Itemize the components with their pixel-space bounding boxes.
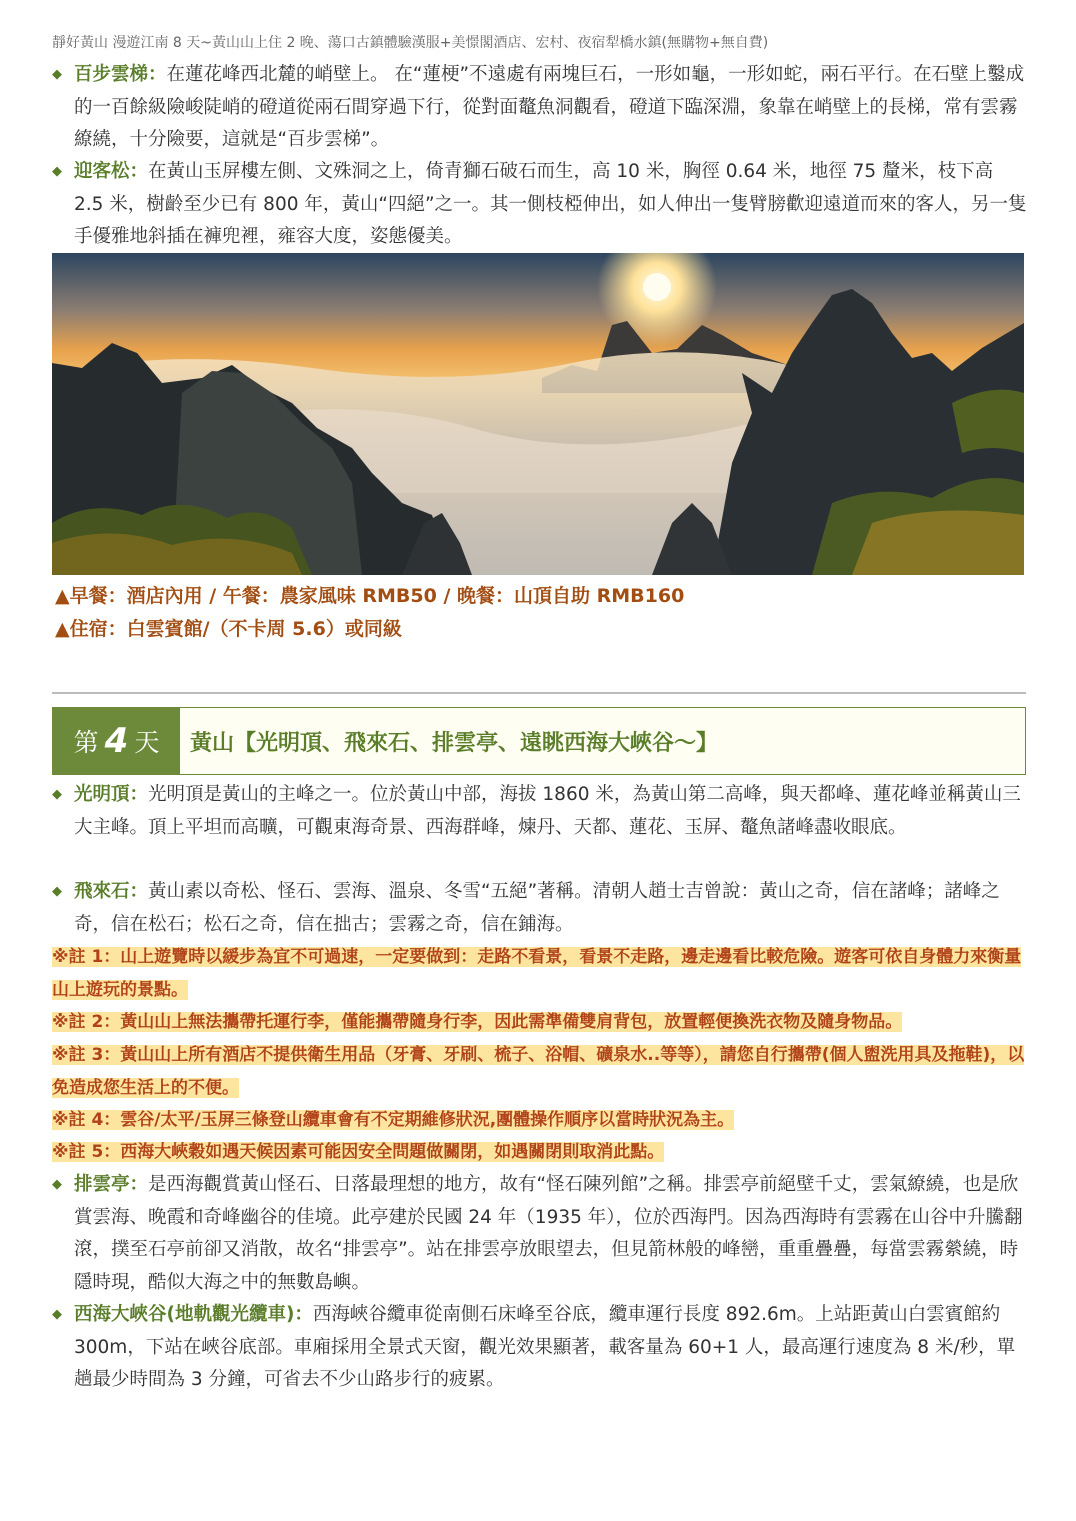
attraction-name: 西海大峽谷(地軌觀光纜車)： (74, 1304, 313, 1325)
attraction-yingke-song (52, 156, 1027, 254)
attraction-description: 光明頂是黃山的主峰之一。位於黃山中部，海拔 1860 米，為黃山第二高峰，與天都峰、蓮花峰並稱黃山三大主峰。頂上平坦而高曠，可觀東海奇景、西海群峰，煉丹、天都、蓮花、玉屏、鼇魚諸峰盡收眼底。 (74, 784, 1021, 838)
attraction-name: 迎客松： (74, 161, 149, 182)
attraction-baibu-yunti (52, 59, 1027, 157)
hotel-info: ▲住宿：白雲賓館/（不卡周 5.6）或同級 (55, 618, 402, 640)
diamond-bullet-icon: ◆ (52, 787, 62, 802)
diamond-bullet-icon: ◆ (52, 1307, 62, 1322)
day-prefix: 第 (73, 728, 99, 757)
section-divider (52, 692, 1026, 694)
note-4: ※註 4：雲谷/太平/玉屏三條登山纜車會有不定期維修狀況,團體操作順序以當時狀況為主。 (52, 1110, 735, 1130)
attraction-guangming-ding (52, 779, 1027, 844)
day-number: 4 (104, 721, 129, 761)
huangshan-sunrise-photo (52, 253, 1024, 575)
diamond-bullet-icon: ◆ (52, 164, 62, 179)
attraction-description: 在蓮花峰西北麓的峭壁上。 在“蓮梗”不遠處有兩塊巨石，一形如龜，一形如蛇，兩石平行。在石壁上鑿成的一百餘級險峻陡峭的磴道從兩石間穿過下行，從對面鼇魚洞觀看，磴道下臨深淵，象靠在峭壁上的長梯，常有雲霧繚繞，十分險要，這就是“百步雲梯”。 (74, 64, 1025, 151)
attraction-description: 西海峽谷纜車從南側石床峰至谷底，纜車運行長度 892.6m。上站距黃山白雲賓館約 300m，下站在峽谷底部。車廂採用全景式天窗，觀光效果顯著，載客量為 60+1 人，最高運行速度為 8 米/秒，單趟最少時間為 3 分鐘，可省去不少山路步行的疲累。 (74, 1304, 1016, 1391)
note-3: ※註 3：黃山山上所有酒店不提供衛生用品（牙膏、牙刷、梳子、浴帽、礦泉水..等等），請您自行攜帶(個人盥洗用具及拖鞋)，以免造成您生活上的不便。 (52, 1045, 1025, 1098)
attraction-name: 光明頂： (74, 784, 149, 805)
day-number-badge (53, 708, 180, 774)
day-suffix: 天 (134, 728, 160, 757)
day-title: 黃山【光明頂、飛來石、排雲亭、遠眺西海大峽谷～】 (190, 730, 719, 756)
attraction-description: 黃山素以奇松、怪石、雲海、溫泉、冬雪“五絕”著稱。清朝人趙士吉曾說：黃山之奇，信在諸峰；諸峰之奇，信在松石；松石之奇，信在拙古；雲霧之奇，信在鋪海。 (74, 881, 1000, 935)
diamond-bullet-icon: ◆ (52, 1177, 62, 1192)
note-5: ※註 5：西海大峽穀如遇天候因素可能因安全問題做關閉，如遇關閉則取消此點。 (52, 1142, 665, 1162)
attraction-name: 百步雲梯： (74, 64, 167, 85)
diamond-bullet-icon: ◆ (52, 67, 62, 82)
attraction-feilai-shi (52, 876, 1027, 941)
diamond-bullet-icon: ◆ (52, 884, 62, 899)
meal-info: ▲早餐：酒店內用 / 午餐：農家風味 RMB50 / 晚餐：山頂自助 RMB160 (55, 585, 685, 607)
attraction-paiyun-ting (52, 1169, 1027, 1299)
note-1: ※註 1：山上遊覽時以緩步為宜不可過速，一定要做到：走路不看景，看景不走路，邊走邊看比較危險。遊客可依自身體力來衡量山上遊玩的景點。 (52, 947, 1022, 1000)
day-banner (52, 707, 1026, 775)
attraction-xihai-canyon (52, 1299, 1027, 1397)
attraction-name: 排雲亭： (74, 1174, 149, 1195)
attraction-description: 在黃山玉屏樓左側、文殊洞之上，倚青獅石破石而生，高 10 米，胸徑 0.64 米，地徑 75 釐米，枝下高 2.5 米，樹齡至少已有 800 年，黃山“四絕”之一。其一側枝椏伸出，如人伸出一隻臂膀歡迎遠道而來的客人，另一隻手優雅地斜插在褲兜裡，雍容大度，姿態優美。 (74, 161, 1027, 248)
attraction-description: 是西海觀賞黃山怪石、日落最理想的地方，故有“怪石陳列館”之稱。排雲亭前絕壁千丈，雲氣繚繞，也是欣賞雲海、晚霞和奇峰幽谷的佳境。此亭建於民國 24 年（1935 年），位於西海門。因為西海時有雲霧在山谷中升騰翻滾，撲至石亭前卻又消散，故名“排雲亭”。站在排雲亭放眼望去，但見箭林般的峰巒，重重疊疊，每當雲霧縈繞，時隱時現，酷似大海之中的無數島嶼。 (74, 1174, 1023, 1293)
page-header: 靜好黃山 漫遊江南 8 天~黃山山上住 2 晚、蕩口古鎮體驗漢服+美憬閣酒店、宏村、夜宿犁橋水鎮(無購物+無自費) (52, 35, 769, 51)
note-2: ※註 2：黃山山上無法攜帶托運行李，僅能攜帶隨身行李，因此需準備雙肩背包，放置輕便換洗衣物及隨身物品。 (52, 1012, 903, 1032)
attraction-name: 飛來石： (74, 881, 149, 902)
